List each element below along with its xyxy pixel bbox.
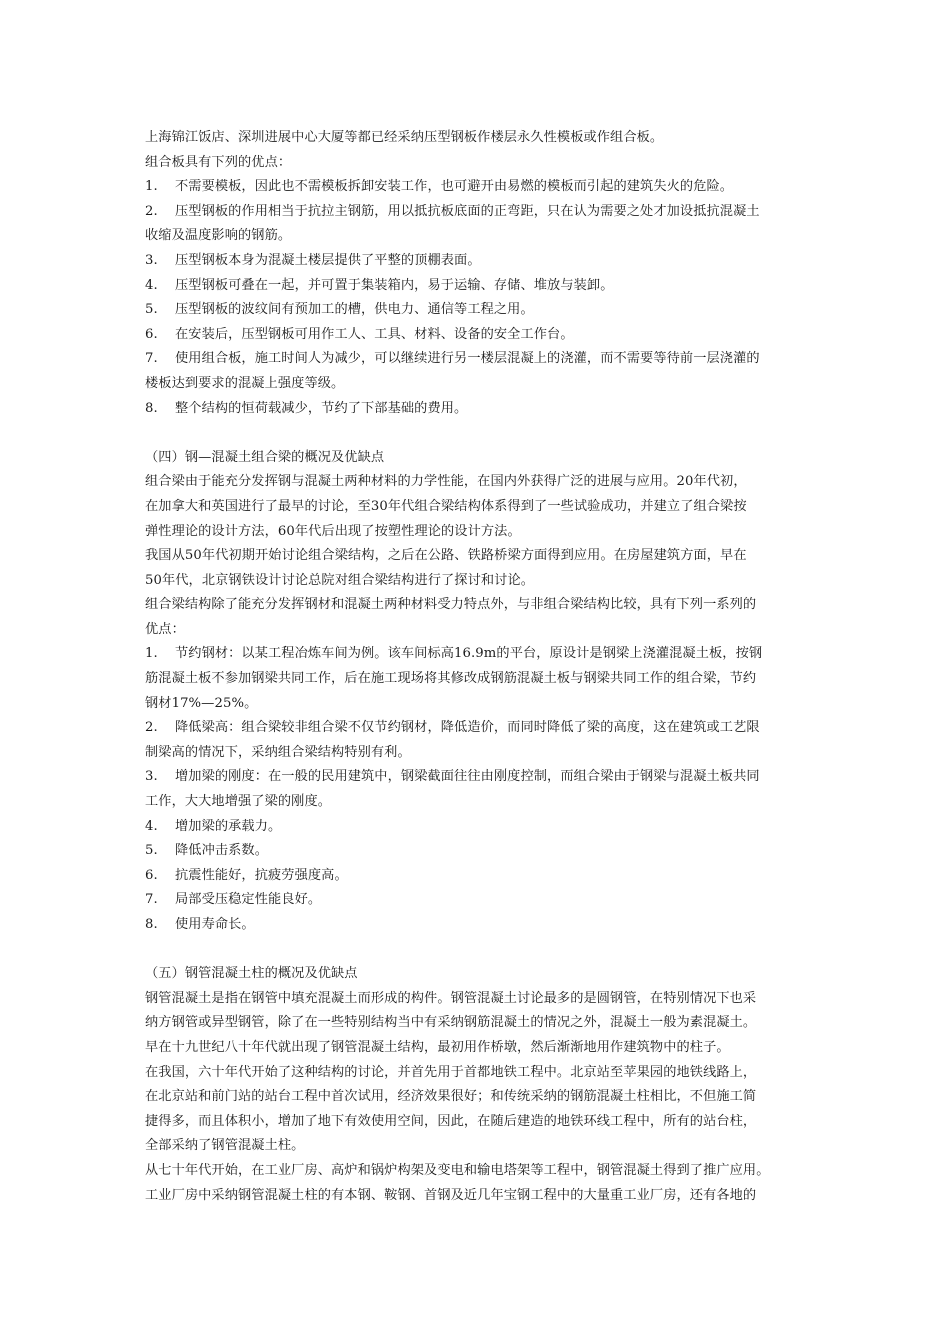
list-item <box>145 397 825 422</box>
list-item-number: 4. <box>145 277 158 293</box>
list-item <box>145 888 825 913</box>
list-item-text: 降低冲击系数。 <box>175 843 269 859</box>
text-line: 早在十九世纪八十年代就出现了钢管混凝土结构，最初用作桥墩，然后渐渐地用作建筑物中的柱子。 <box>145 1039 730 1055</box>
list-item-text: 压型钢板的波纹间有预加工的槽，供电力、通信等工程之用。 <box>175 302 534 318</box>
list-item <box>145 175 825 200</box>
list-item-number: 7. <box>145 351 158 367</box>
list-item <box>145 642 825 667</box>
list-item <box>145 839 825 864</box>
list-item <box>145 323 825 348</box>
list-item-number: 8. <box>145 400 158 416</box>
text-line: 组合梁由于能充分发挥钢与混凝土两种材料的力学性能，在国内外获得广泛的进展与应用。20年代初， <box>145 474 747 490</box>
text-line: 纳方钢管或异型钢管，除了在一些特别结构当中有采纳钢筋混凝土的情况之外，混凝土一般为素混凝土。 <box>145 1015 757 1031</box>
text-line: 我国从50年代初期开始讨论组合梁结构，之后在公路、铁路桥梁方面得到应用。在房屋建筑方面，早在 <box>145 548 747 564</box>
list-item-number: 2. <box>145 720 158 736</box>
list-item-text: 增加梁的承载力。 <box>175 818 282 834</box>
list-item-text: 使用寿命长。 <box>175 917 255 932</box>
text-line: 工作，大大地增强了梁的刚度。 <box>145 794 332 810</box>
text-line: 钢管混凝土是指在钢管中填充混凝土而形成的构件。钢管混凝土讨论最多的是圆钢管，在特别情况下也采 <box>145 990 757 1006</box>
text-line: 优点： <box>145 621 185 637</box>
list-item <box>145 347 825 372</box>
text-line: 50年代，北京钢铁设计讨论总院对组合梁结构进行了探讨和讨论。 <box>145 572 535 588</box>
text-line: 在加拿大和英国进行了最早的讨论，至30年代组合梁结构体系得到了一些试验成功，并建立了组合梁按 <box>145 498 747 514</box>
list-item <box>145 200 825 225</box>
text-line: 制梁高的情况下，采纳组合梁结构特别有利。 <box>145 744 411 760</box>
list-item-text: 不需要模板，因此也不需模板拆卸安装工作，也可避开由易燃的模板而引起的建筑失火的危险。 <box>175 179 734 195</box>
text-line: 钢材17%—25%。 <box>145 695 258 711</box>
list-item-text: 增加梁的刚度：在一般的民用建筑中，钢梁截面往往由刚度控制，而组合梁由于钢梁与混凝土板共同 <box>175 769 760 785</box>
text-line: 上海锦江饭店、深圳进展中心大厦等都已经采纳压型钢板作楼层永久性模板或作组合板。 <box>145 130 664 145</box>
text-line: 收缩及温度影响的钢筋。 <box>145 228 292 244</box>
list-item <box>145 913 825 938</box>
list-item-number: 3. <box>145 769 158 785</box>
list-item <box>145 716 825 741</box>
list-item-text: 降低梁高：组合梁较非组合梁不仅节约钢材，降低造价，而同时降低了梁的高度，这在建筑或工艺限 <box>175 720 760 736</box>
list-item-text: 压型钢板本身为混凝土楼层提供了平整的顶棚表面。 <box>175 252 481 268</box>
text-line: （五）钢管混凝土柱的概况及优缺点 <box>145 966 358 982</box>
list-item <box>145 274 825 299</box>
list-item-number: 6. <box>145 326 158 342</box>
list-item-text: 在安装后，压型钢板可用作工人、工具、材料、设备的安全工作台。 <box>175 326 574 342</box>
list-item-number: 8. <box>145 917 158 932</box>
list-item <box>145 249 825 274</box>
list-item-number: 1. <box>145 646 158 662</box>
paragraph-gap <box>145 421 825 446</box>
list-item-number: 3. <box>145 252 158 268</box>
text-line: （四）钢—混凝土组合梁的概况及优缺点 <box>145 449 385 465</box>
list-item <box>145 765 825 790</box>
text-line: 从七十年代开始，在工业厂房、高炉和锅炉构架及变电和输电塔架等工程中，钢管混凝土得到了推广应用。 <box>145 1162 770 1178</box>
text-line: 捷得多，而且体积小，增加了地下有效使用空间，因此，在随后建造的地铁环线工程中，所有的站台柱， <box>145 1113 757 1129</box>
list-item-text: 节约钢材：以某工程冶炼车间为例。该车间标高16.9m的平台，原设计是钢梁上浇灌混凝土板，按钢 <box>175 646 763 662</box>
list-item-text: 压型钢板的作用相当于抗拉主钢筋，用以抵抗板底面的正弯距，只在认为需要之处才加设抵抗混凝土 <box>175 203 760 219</box>
text-line: 筋混凝土板不参加钢梁共同工作，后在施工现场将其修改成钢筋混凝土板与钢梁共同工作的组合梁，节约 <box>145 671 757 687</box>
document-page <box>145 126 825 1208</box>
list-item-number: 6. <box>145 867 158 883</box>
list-item <box>145 864 825 889</box>
text-line: 在我国，六十年代开始了这种结构的讨论，并首先用于首都地铁工程中。北京站至苹果园的地铁线路上， <box>145 1064 757 1080</box>
list-item-number: 7. <box>145 892 158 908</box>
list-item-text: 抗震性能好，抗疲劳强度高。 <box>175 867 348 883</box>
list-item-number: 5. <box>145 302 158 318</box>
paragraph-gap <box>145 938 825 963</box>
list-item-text: 局部受压稳定性能良好。 <box>175 892 322 908</box>
text-line: 组合梁结构除了能充分发挥钢材和混凝土两种材料受力特点外，与非组合梁结构比较，具有下列一系列的 <box>145 597 757 613</box>
list-item-number: 1. <box>145 179 158 195</box>
list-item-text: 整个结构的恒荷载减少，节约了下部基础的费用。 <box>175 400 468 416</box>
list-item-number: 5. <box>145 843 158 859</box>
list-item-number: 2. <box>145 203 158 219</box>
text-line: 组合板具有下列的优点： <box>145 154 292 170</box>
text-line: 工业厂房中采纳钢管混凝土柱的有本钢、鞍钢、首钢及近几年宝钢工程中的大量重工业厂房，还有各地的 <box>145 1187 757 1203</box>
text-line: 全部采纳了钢管混凝土柱。 <box>145 1138 305 1154</box>
list-item-number: 4. <box>145 818 158 834</box>
list-item-text: 使用组合板，施工时间人为减少，可以继续进行另一楼层混凝上的浇灌，而不需要等待前一层浇灌的 <box>175 351 760 367</box>
list-item <box>145 298 825 323</box>
text-line: 弹性理论的设计方法，60年代后出现了按塑性理论的设计方法。 <box>145 523 521 539</box>
list-item-text: 压型钢板可叠在一起，并可置于集装箱内，易于运输、存储、堆放与装卸。 <box>175 277 614 293</box>
list-item <box>145 815 825 840</box>
text-line: 在北京站和前门站的站台工程中首次试用，经济效果很好；和传统采纳的钢筋混凝土柱相比，不但施工简 <box>145 1089 757 1105</box>
text-line: 楼板达到要求的混凝上强度等级。 <box>145 375 345 391</box>
